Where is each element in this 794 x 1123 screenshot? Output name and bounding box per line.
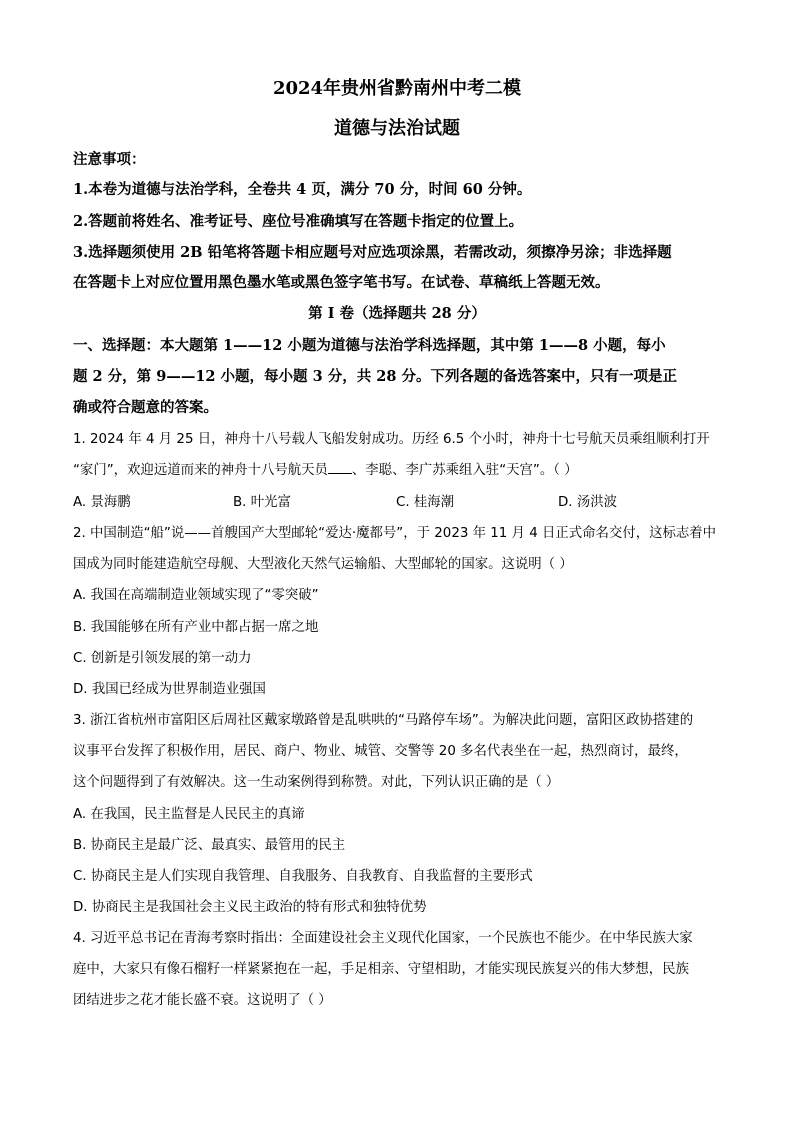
exam-subject-title: 道德与法治试题: [334, 118, 460, 139]
notice-item-3-line-2: 在答题卡上对应位置用黑色墨水笔或黑色签字笔书写。在试卷、草稿纸上答题无效。: [73, 274, 610, 291]
question-3-option-c: C. 协商民主是人们实现自我管理、自我服务、自我教育、自我监督的主要形式: [73, 869, 533, 884]
question-3-option-a: A. 在我国，民主监督是人民民主的真谛: [73, 807, 305, 822]
question-1-option-d: D. 汤洪波: [558, 495, 617, 510]
section-1-instructions-line-2: 题 2 分，第 9——12 小题，每小题 3 分，共 28 分。下列各题的备选答案中，只有一项是正: [73, 368, 678, 385]
question-2-line-2: 国成为同时能建造航空母舰、大型液化天然气运输船、大型邮轮的国家。这说明（ ）: [73, 557, 573, 572]
notice-item-3-line-1: 3.选择题须使用 2B 铅笔将答题卡相应题号对应选项涂黑，若需改动，须擦净另涂；非选择题: [73, 244, 672, 261]
question-3-line-2: 议事平台发挥了积极作用，居民、商户、物业、城管、交警等 20 多名代表坐在一起，热烈商讨，最终，: [73, 744, 688, 759]
question-1-line-1: 1. 2024 年 4 月 25 日，神舟十八号载人飞船发射成功。历经 6.5 个小时，神舟十七号航天员乘组顺利打开: [73, 432, 710, 447]
question-4-line-1: 4. 习近平总书记在青海考察时指出：全面建设社会主义现代化国家，一个民族也不能少。在中华民族大家: [73, 931, 693, 946]
section-1-instructions-line-1: 一、选择题：本大题第 1——12 小题为道德与法治学科选择题，其中第 1——8 小题，每小: [73, 337, 666, 354]
question-2-option-b: B. 我国能够在所有产业中都占据一席之地: [73, 620, 319, 635]
question-3-line-1: 3. 浙江省杭州市富阳区后周社区戴家墩路曾是乱哄哄的“马路停车场”。为解决此问题，富阳区政协搭建的: [73, 713, 694, 728]
notice-heading: 注意事项：: [73, 151, 146, 168]
question-4-line-2: 庭中，大家只有像石榴籽一样紧紧抱在一起，手足相亲、守望相助，才能实现民族复兴的伟大梦想，民族: [73, 962, 689, 977]
question-1-option-c: C. 桂海潮: [396, 495, 455, 510]
section-1-title: 第 I 卷（选择题共 28 分）: [308, 305, 486, 322]
question-2-option-a: A. 我国在高端制造业领域实现了“零突破”: [73, 588, 319, 603]
question-3-option-d: D. 协商民主是我国社会主义民主政治的特有形式和独特优势: [73, 900, 427, 915]
question-2-line-1: 2. 中国制造“船”说——首艘国产大型邮轮“爱达·魔都号”，于 2023 年 11 月 4 日正式命名交付，这标志着中: [73, 526, 717, 541]
question-3-option-b: B. 协商民主是最广泛、最真实、最管用的民主: [73, 838, 346, 853]
question-2-option-d: D. 我国已经成为世界制造业强国: [73, 682, 266, 697]
exam-title: 2024年贵州省黔南州中考二模: [272, 78, 522, 99]
notice-item-1: 1.本卷为道德与法治学科，全卷共 4 页，满分 70 分，时间 60 分钟。: [73, 181, 532, 198]
section-1-instructions-line-3: 确或符合题意的答案。: [73, 399, 218, 416]
question-1-text-before-blank: “家门”，欢迎远道而来的神舟十八号航天员: [73, 463, 328, 478]
question-4-line-3: 团结进步之花才能长盛不衰。这说明了（ ）: [73, 993, 332, 1008]
question-2-option-c: C. 创新是引领发展的第一动力: [73, 651, 252, 666]
question-3-line-3: 这个问题得到了有效解决。这一生动案例得到称赞。对此，下列认识正确的是（ ）: [73, 775, 560, 790]
question-1-option-b: B. 叶光富: [233, 495, 291, 510]
notice-item-2: 2.答题前将姓名、准考证号、座位号准确填写在答题卡指定的位置上。: [73, 213, 524, 230]
answer-blank: [328, 461, 352, 474]
question-1-line-2: [73, 461, 733, 481]
question-1-option-a: A. 景海鹏: [73, 495, 131, 510]
question-1-text-after-blank: 、李聪、李广苏乘组入驻“天宫”。（ ）: [351, 463, 578, 478]
